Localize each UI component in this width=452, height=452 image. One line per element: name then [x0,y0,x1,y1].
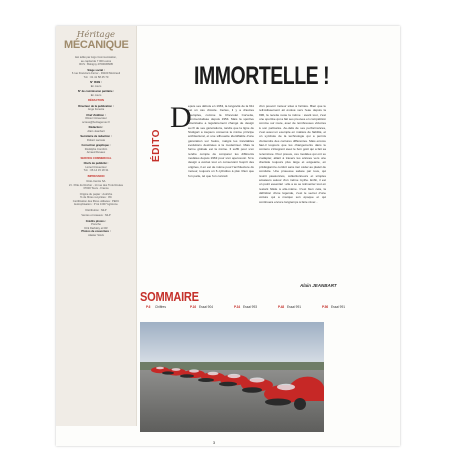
colophon-line: Certification des fibres utilisées : PEFC [72,199,120,203]
colophon-line: Eutrophisation : P tot 0.007 kg/tonne [74,203,118,206]
colophon-line: En cours [90,93,102,97]
colophon-line: Est édité par Argo Communication, [75,56,117,59]
toc-item[interactable] [146,305,186,317]
sommaire-heading: SOMMAIRE [140,289,199,304]
colophon-line: N° ISSN : [90,81,102,84]
colophon-line: Arnaud Devaux [86,151,106,154]
colophon-text [59,56,133,237]
colophon-line: Directeur de la publication : [78,104,114,108]
colophon-line: SERVICE COMMERCIAL [80,156,112,160]
colophon-line: Origine du papier : Autriche [79,192,113,196]
colophon-line: Z.I. Pôle du Rocher - 14 rue des Trois Routes [68,183,124,187]
magazine-page [56,26,400,446]
toc-item[interactable] [322,305,362,317]
colophon-line: RCS : Bobigny 470003660B [79,63,113,66]
car-lineup-illustration [140,322,324,432]
toc-page-number: P.6 [146,305,151,309]
colophon-line: Roto-Centre SA [86,180,106,183]
colophon-line: Dirk Darbéky et DR [84,226,108,230]
toc-item[interactable] [190,305,230,317]
table-of-contents [146,305,360,317]
colophon-line: Rodolphe Combrin [84,147,108,151]
colophon-line: Lionel Crèvecœur [85,165,107,169]
article-column-2: d'un pouvoir moteur situé à l'arrière. Bien que le refroidissement ait évolué vers l'eau depuis la 996, la recette reste la même : avant tout, c'est une sportive qui a fait ses preuves en compétition comme sur route, avec de nombreuses victoires à son palmarès. Au-delà de ses performances, c'est aussi un exemple en matière de fiabilité, et un symbole de la technologie qui a permis d'entendre des carrures différentes. Mais encore faut-il toujours que les changements dans le contenu s'intègrent avec le bon goût qui a fait sa renommée. Pour preuve, ces modèles qui ont su s'adapter, allant à travers les années vers une clientèle toujours plus large et exigeante, en privilégiant le confort sans rien céder au plaisir de conduite. Une prouesse saluée par tous, qui réunit passionnés, collectionneurs et simples amateurs autour d'un même mythe. Enfin, il est un point essentiel : elle a su se réinventer tout en restant fidèle à elle-même. C'est bien cela, la définition d'une légende, c'est le secret d'une voiture qui a marqué son époque et qui continuera encore longtemps à faire rêver... [259,104,326,204]
article-signature: Alain JEANBART [300,283,337,288]
logo-wordmark: MÉCANIQUE [64,39,129,51]
colophon-line: Tél. : 01 41 58 45 70 [83,75,109,79]
colophon-line: Correction graphique : [81,144,111,147]
colophon-line: Photos de couverture : [81,230,111,233]
colophon-line: En cours [90,84,102,88]
article-column-1: epuis ses débuts en 1963, la longévité de la 911 est un cas d'école. Certes, il y a d'autres exemples, comme la Chevrolet Corvette, commercialisée depuis 1954. Mais la sportive américaine a régulièrement changé de design au fil de ses générations, tandis que la ligne de Stuttgart a toujours conservé le même principe architectural, et une silhouette identifiable d'une génération sur l'autre, malgré les inévitables évolutions destinées à la moderniser. Mais la forme globale est la même. Il suffit pour s'en rendre compte de comparer les différents modèles depuis 1963 pour s'en apercevoir. Si le design a évolué tout en conservant l'esprit des origines, il en est de même pour l'architecture du moteur, toujours un 6 cylindres à plat. Rien que l'on parle, tel que l'on connaît [188,104,254,178]
toc-label: Essai 904 [199,305,213,309]
colophon-line: Porsche [91,223,101,226]
colophon-line: ocreve@heritagemec.fr [82,120,110,124]
toc-label: Essai 991 [287,305,301,309]
toc-page-number: P.48 [278,305,285,309]
toc-page-number: P.34 [234,305,241,309]
car-lineup-photo [140,322,324,432]
logo-script: Héritage [76,30,116,40]
colophon-line: % de fibres recyclées : 0% [80,196,112,199]
colophon-line: Secrétaire de rédaction : [80,135,112,138]
colophon-line: IMPRESSION [87,174,105,178]
colophon-line: RÉDACTION [88,99,104,102]
colophon-line: Distribution : MLP [85,208,107,212]
colophon-line: Ventes et réseaux : MLP [81,214,111,217]
colophon-line: Siège social : [87,68,105,72]
colophon-line: Robert Lacoste [86,138,106,142]
colophon-line: 6 rue Francisco Ferrer - 93100 Montreuil [71,72,121,75]
colophon-line: Alaster Stock [88,233,104,237]
masthead-logo [64,31,128,51]
toc-item[interactable] [234,305,274,317]
toc-page-number: P.16 [190,305,197,309]
page-number: 3 [212,440,216,445]
toc-page-number: P.56 [322,305,329,309]
colophon-line: Tél. : 06 14 15 18 31 [83,169,109,172]
toc-label: Chiffres [155,305,166,309]
toc-label: Essai 991 [331,305,345,309]
colophon-line: Ange Fenetra [87,108,105,111]
colophon-line: Olivier Crèvecœur [85,117,107,120]
colophon-line: N° de commission paritaire : [77,90,115,93]
drop-cap: D [170,101,192,134]
colophon-line: Chefs de publicité : [83,162,109,165]
colophon-line: Chef d'édition : [86,113,106,117]
toc-label: Essai 993 [243,305,257,309]
section-label [150,126,167,166]
colophon-line: Crédits photos : [85,219,107,223]
toc-item[interactable] [278,305,318,317]
article-title: IMMORTELLE ! [194,62,330,90]
colophon-line: Rédaction : [88,126,104,129]
colophon-column [56,26,137,426]
section-label-text: ÉDITO [150,129,162,162]
colophon-line: 37000 Tours - France [83,187,109,190]
colophon-line: au capital de 7 000 euros [80,59,112,63]
colophon-line: Alain Jeanbart [87,129,105,133]
